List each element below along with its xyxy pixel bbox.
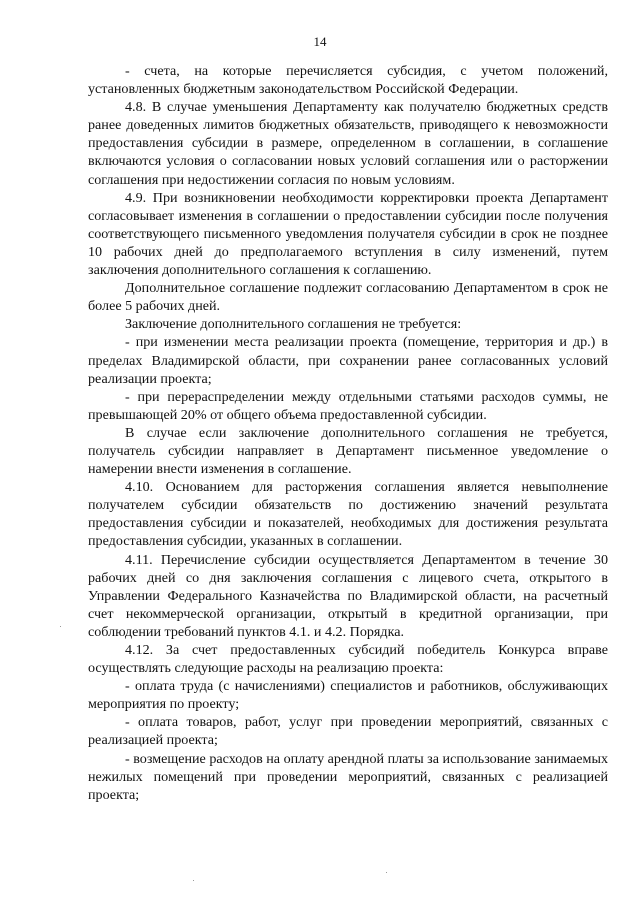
paragraph: Заключение дополнительного соглашения не требуется:	[125, 316, 462, 333]
paragraph: 4.8. В случае уменьшения Департаменту как получателю бюджетных средств ранее доведенных лимитов бюджетных обязательств, приводящего к невозможности предоставления субсидии в размере, определенном в соглашении, в соглашение включаются условия о согласовании новых условий соглашения или о расторжении соглашения при недостижении согласия по новым условиям.	[88, 99, 608, 188]
paragraph: - счета, на которые перечисляется субсидия, с учетом положений, установленных бюджетным законодательством Российской Федерации.	[88, 63, 608, 98]
scan-speck	[60, 626, 61, 627]
paragraph: 4.10. Основанием для расторжения соглашения является невыполнение получателем субсидии обязательств по достижению значений результата предоставления субсидии и показателей, необходимых для достижения результата предоставления субсидии, указанных в соглашении.	[88, 479, 608, 550]
paragraph: Дополнительное соглашение подлежит согласованию Департаментом в срок не более 5 рабочих дней.	[88, 280, 608, 315]
paragraph: - при изменении места реализации проекта (помещение, территория и др.) в пределах Владимирской области, при сохранении ранее согласованных условий реализации проекта;	[88, 334, 608, 387]
paragraph: - при перераспределении между отдельными статьями расходов суммы, не превышающей 20% от общего объема предоставленной субсидии.	[88, 388, 608, 423]
paragraph: 4.9. При возникновении необходимости корректировки проекта Департамент согласовывает изменения в соглашении о предоставлении субсидии после получения соответствующего письменного уведомления получателя субсидии в срок не позднее 10 рабочих дней до предполагаемого вступления в силу изменений, путем заключения дополнительного соглашения к соглашению.	[88, 189, 608, 279]
page-number: 14	[313, 34, 327, 49]
document-body	[88, 62, 608, 804]
paragraph: 4.12. За счет предоставленных субсидий победитель Конкурса вправе осуществлять следующие расходы на реализацию проекта:	[88, 642, 608, 677]
paragraph: В случае если заключение дополнительного соглашения не требуется, получатель субсидии направляет в Департамент письменное уведомление о намерении внести изменения в соглашение.	[88, 424, 608, 478]
scan-speck	[193, 880, 194, 881]
paragraph: - оплата труда (с начислениями) специалистов и работников, обслуживающих мероприятия по проекту;	[88, 678, 608, 713]
scan-speck	[386, 872, 387, 873]
paragraph: - возмещение расходов на оплату арендной платы за использование занимаемых нежилых помещений при проведении мероприятий, связанных с реализацией проекта;	[88, 750, 608, 803]
paragraph: 4.11. Перечисление субсидии осуществляется Департаментом в течение 30 рабочих дней со дня заключения соглашения с лицевого счета, открытого в Управлении Федерального Казначейства по Владимирской области, на расчетный счет некоммерческой организации, открытый в кредитной организации, при соблюдении требований пунктов 4.1. и 4.2. Порядка.	[88, 551, 608, 640]
paragraph: - оплата товаров, работ, услуг при проведении мероприятий, связанных с реализацией проекта;	[88, 714, 608, 749]
